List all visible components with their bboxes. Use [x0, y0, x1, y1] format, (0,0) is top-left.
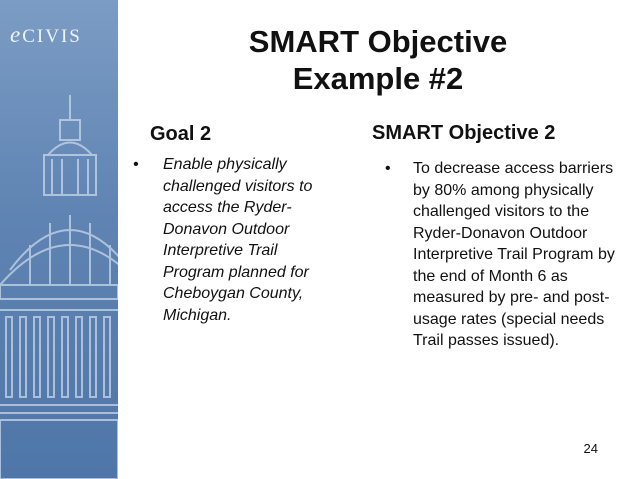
objective-heading: SMART Objective 2 [372, 122, 556, 144]
page-number: 24 [583, 441, 598, 456]
sidebar-branding [0, 0, 118, 479]
logo-e: e [10, 22, 23, 47]
bullet-dot: • [133, 156, 139, 173]
title-line-1: SMART Objective [248, 24, 508, 59]
goal-heading: Goal 2 [150, 123, 212, 145]
title-line-2: Example #2 [292, 61, 464, 96]
bullet-dot: • [385, 160, 391, 177]
goal-text: Enable physically challenged visitors to access the Ryder-Donavon Outdoor Interpretive Trail Program planned for Cheboygan County, Michigan. [163, 156, 313, 324]
capitol-dome-watermark [0, 95, 118, 479]
objective-text: To decrease access barriers by 80% among physically challenged visitors to the Ryder-Donavon Outdoor Interpretive Trail Program by the end of Month 6 as measured by pre- and post-usage rates (special needs Trail passes issued). [413, 160, 615, 349]
ecivis-logo [10, 22, 82, 48]
logo-rest: CIVIS [22, 26, 82, 47]
objective-bullet [385, 158, 615, 352]
slide-title [118, 23, 638, 97]
goal-bullet [133, 154, 343, 326]
